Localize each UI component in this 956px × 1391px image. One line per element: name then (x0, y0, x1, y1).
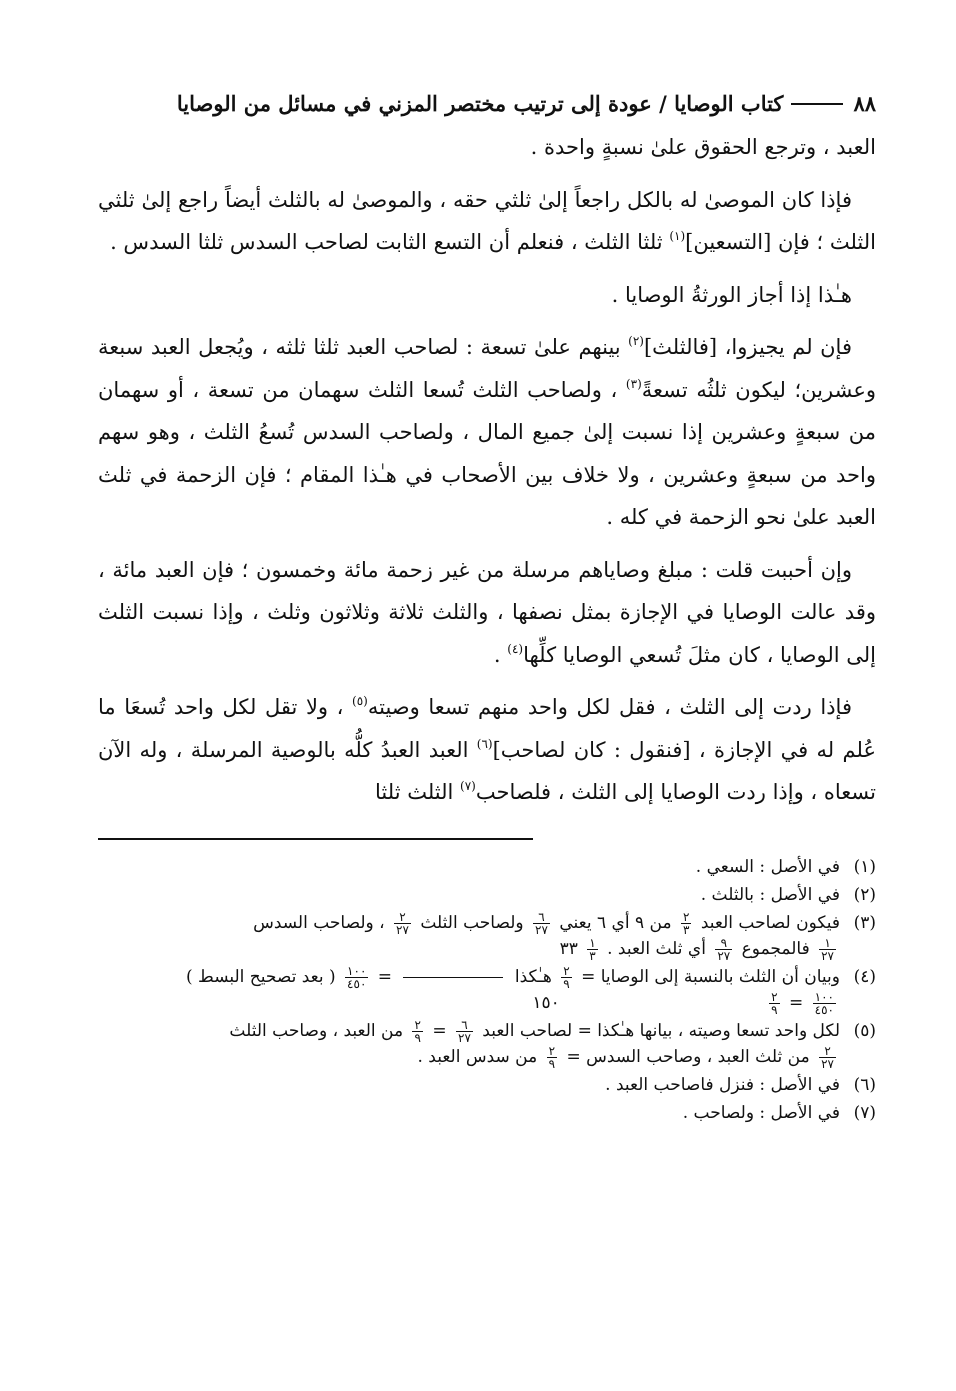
footnote (98, 1072, 876, 1098)
header-dash (791, 103, 843, 105)
fraction: $\frac{١٠٠}{٤٥٠}$ (347, 963, 367, 991)
footnote (98, 1018, 876, 1070)
footnote-ref[interactable]: (٦) (476, 736, 493, 751)
footnote-number: (٤) (853, 966, 876, 987)
footnote-number: (٥) (853, 1020, 876, 1041)
footnote (98, 910, 876, 962)
fraction: $\frac{٦}{٢٧}$ (458, 1017, 471, 1045)
footnote-ref[interactable]: (٥) (352, 694, 368, 708)
fraction: $\frac{٢}{٩}$ (563, 963, 570, 991)
paragraph: هـٰذا إذا أجاز الورثةُ الوصايا . (611, 282, 852, 307)
footnote-text: في الأصل : ولصاحب . (682, 1102, 840, 1123)
footnote (98, 882, 876, 908)
main-text (98, 126, 876, 814)
footnote-ref[interactable]: (٤) (507, 641, 524, 656)
header-title: كتاب الوصايا / عودة إلى ترتيب مختصر المزني في مسائل من الوصايا (176, 91, 784, 116)
footnote-ref[interactable]: (٣) (625, 376, 642, 391)
footnote-number: (١) (853, 856, 876, 877)
footnote-ref[interactable]: (٧) (460, 779, 476, 793)
footnote-ref[interactable]: (١) (669, 229, 686, 243)
fraction: $\frac{٦}{٢٧}$ (535, 909, 548, 937)
fraction: $\frac{٢}{٩}$ (548, 1043, 556, 1071)
footnote-number: (٢) (853, 884, 876, 905)
footnote-separator (98, 838, 533, 840)
fraction: $\frac{٢}{٩}$ (771, 989, 778, 1017)
footnote-text: وبيان أن الثلث بالنسبة إلى الوصايا = $\frac{٢}{٩}$ هـٰكذا = $\frac{١٠٠}{٤٥٠}$ ( بعد تصحيح البسط ) $\frac{١٠٠}{٤٥٠}$ = $\frac{٢}{٩}$ ١٥٠ (186, 963, 840, 1017)
footnote-number: (٧) (853, 1102, 876, 1123)
footnote-text: في الأصل : فنزل فاصاحب العبد . (605, 1074, 840, 1095)
paragraph: فإذا ردت إلى الثلث ، فقل لكل واحد منهم تسعا وصيته$^{(٥)}$ ، ولا تقل لكل واحد تُسعَا ما عُلم له في الإجازة ، [فنقول : كان لصاحب]$^{(٦)}$ العبد العبدُ كلُّه بالوصية المرسلة ، وله الآن تسعاه ، وإذا ردت الوصايا إلى الثلث ، فلصاحب$^{(٧)}$ الثلث ثلثا (98, 694, 876, 804)
paragraph: العبد ، وترجع الحقوق علىٰ نسبةٍ واحدة . (530, 135, 876, 159)
page-number: ٨٨ (853, 91, 876, 116)
footnote-number: (٦) (853, 1074, 876, 1095)
footnote-ref[interactable]: (٢) (628, 334, 644, 348)
fraction: $\frac{٢}{٣}$ (682, 909, 690, 937)
footnote-number: (٣) (853, 912, 876, 933)
running-header (98, 88, 876, 120)
footnote-text: فيكون لصاحب العبد $\frac{٢}{٣}$ من ٩ أي ٦ يعني $\frac{٦}{٢٧}$ ولصاحب الثلث $\frac{٢}{٢٧}$ ، ولصاحب السدس $\frac{١}{٢٧}$ فالمجموع $\frac{٩}{٢٧}$ أي ثلث العبد . $\frac{١}{٣}$ ٣٣ (253, 909, 840, 963)
footnote-text: في الأصل : بالثلث . (700, 884, 840, 905)
footnote (98, 964, 876, 1016)
paragraph: فإن لم يجيزوا، [فالثلث]$^{(٢)}$ بينهم علىٰ تسعة : لصاحب العبد ثلثا ثلثه ، ويُجعل العبد سبعة وعشرين؛ ليكون ثلثُه تسعةً$^{(٣)}$ ، ولصاحب الثلث تُسعا الثلث سهمان من تسعة ، أو سهمان من سبعةٍ وعشرين إذا نسبت إلىٰ جميع المال ، ولصاحب السدس تُسعُ الثلث ، وهو سهم واحد من سبعةٍ وعشرين ، ولا خلاف بين الأصحاب في هـٰذا المقام ؛ فإن الزحمة في ثلث العبد علىٰ نحو الزحمة في كله . (98, 334, 877, 529)
fraction-line (403, 977, 503, 978)
fraction: $\frac{١}{٢٧}$ (821, 935, 834, 963)
footnote (98, 854, 876, 880)
footnote (98, 1100, 876, 1126)
document-page (98, 88, 876, 1128)
paragraph: فإذا كان الموصىٰ له بالكل راجعاً إلىٰ ثلثي حقه ، والموصىٰ له بالثلث أيضاً راجع إلىٰ ثلثي الثلث ؛ فإن [التسعين]$^{(١)}$ ثلثا الثلث ، فنعلم أن التسع الثابت لصاحب السدس ثلثا السدس . (98, 187, 876, 254)
paragraph: وإن أحببت قلت : مبلغ وصاياهم مرسلة من غير زحمة مائة وخمسون ؛ فإن العبد مائة ، وقد عالت الوصايا في الإجازة بمثل نصفها ، والثلث ثلاثة وثلاثون وثلث ، وإذا نسبت الثلث إلى الوصايا ، كان مثلَ تُسعي الوصايا كلِّها$^{(٤)}$ . (98, 557, 876, 667)
footnote-text: في الأصل : السعي . (695, 856, 840, 877)
footnote-text: لكل واحد تسعا وصيته ، بيانها هـٰكذا = لصاحب العبد $\frac{٦}{٢٧}$ = $\frac{٢}{٩}$ من العبد ، وصاحب الثلث $\frac{٢}{٢٧}$ من ثلث العبد ، وصاحب السدس = $\frac{٢}{٩}$ من سدس العبد . (229, 1017, 840, 1071)
fraction: $\frac{١٠٠}{٤٥٠}$ (814, 989, 834, 1017)
fraction: $\frac{٢}{٩}$ (414, 1017, 421, 1045)
fraction: $\frac{٢}{٢٧}$ (396, 909, 409, 937)
fraction: $\frac{٩}{٢٧}$ (717, 935, 731, 963)
fraction: $\frac{٢}{٢٧}$ (821, 1043, 834, 1071)
footnotes (98, 854, 876, 1126)
fraction: $\frac{١}{٣}$ (589, 935, 596, 963)
